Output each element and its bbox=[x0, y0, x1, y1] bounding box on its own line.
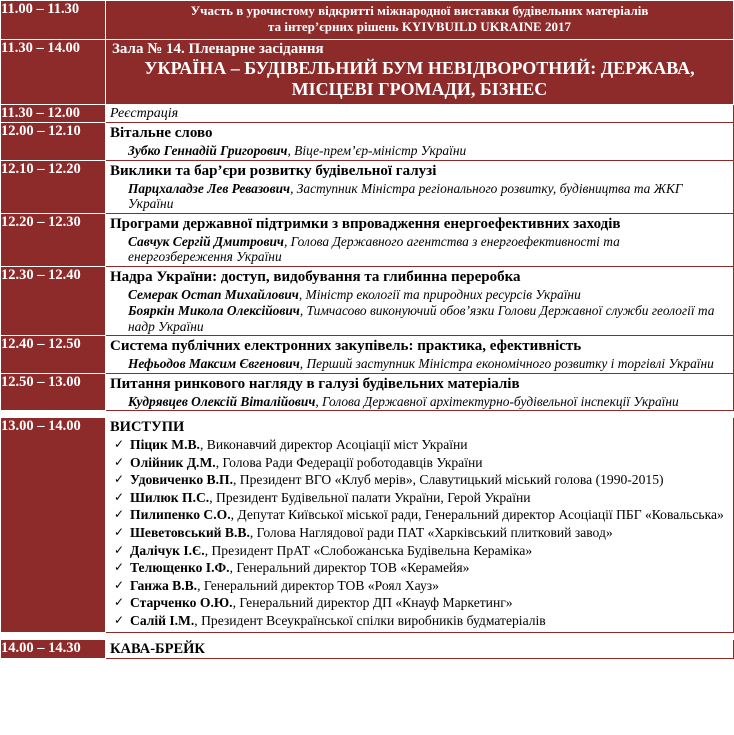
coffee-cell bbox=[106, 639, 734, 658]
speaker-name: Бояркін Микола Олексійович bbox=[128, 303, 300, 318]
speech-item bbox=[114, 577, 729, 595]
speech-name: Телющенко І.Ф. bbox=[130, 560, 230, 576]
opening-line-2: та інтер’єрних рішень KYIVBUILD UKRAINE 2017 bbox=[268, 19, 571, 34]
session-row bbox=[1, 373, 734, 411]
speaker-role: , Голова Державного агентства з енергоефективності та енергозбереження України bbox=[128, 233, 620, 264]
plenary-row bbox=[1, 40, 734, 105]
session-cell bbox=[106, 160, 734, 213]
speaker-line bbox=[106, 181, 733, 213]
speech-item bbox=[114, 559, 729, 577]
speaker-line bbox=[106, 287, 733, 304]
time-cell: 12.30 – 12.40 bbox=[1, 266, 106, 336]
speech-item bbox=[114, 612, 729, 630]
check-icon: ✓ bbox=[114, 454, 125, 469]
time-cell: 11.00 – 11.30 bbox=[1, 1, 106, 40]
registration-cell bbox=[106, 105, 734, 123]
speaker-role: , Заступник Міністра регіонального розвитку, будівництва та ЖКГ України bbox=[128, 180, 683, 211]
check-icon: ✓ bbox=[114, 524, 125, 539]
speaker-role: , Віце-прем’єр-міністр України bbox=[287, 143, 467, 158]
speech-item bbox=[114, 506, 729, 524]
speech-role: , Генеральний директор ТОВ «Роял Хауз» bbox=[197, 577, 439, 593]
plenary-header bbox=[106, 40, 734, 105]
speaker-role: , Тимчасово виконуючий обов’язки Голови Державної служби геології та надр України bbox=[128, 303, 715, 334]
hall-label: Зала № 14. Пленарне засідання bbox=[112, 41, 324, 57]
speaker-name: Семерак Остап Михайлович bbox=[128, 286, 299, 302]
speeches-heading: ВИСТУПИ bbox=[110, 419, 185, 435]
session-topic: Питання ринкового нагляду в галузі будівельних матеріалів bbox=[110, 375, 520, 392]
opening-line-1: Участь в урочистому відкритті міжнародної виставки будівельних матеріалів bbox=[190, 3, 649, 18]
speech-item bbox=[114, 454, 729, 472]
speech-item bbox=[114, 594, 729, 612]
spacer-row bbox=[1, 411, 734, 418]
speech-role: , Депутат Київської міської ради, Генеральний директор Асоціації ПБГ «Ковальська» bbox=[230, 507, 724, 523]
speaker-name: Савчук Сергій Дмитрович bbox=[128, 233, 284, 249]
speech-role: , Голова Ради Федерації роботодавців України bbox=[215, 454, 483, 470]
speeches-list bbox=[106, 436, 733, 632]
session-topic: Програми державної підтримки з впровадження енергоефективних заходів bbox=[110, 215, 621, 232]
session-row bbox=[1, 213, 734, 266]
spacer bbox=[106, 632, 734, 639]
speech-name: Далічук І.Є. bbox=[130, 542, 205, 558]
speaker-line bbox=[106, 234, 733, 266]
speech-item bbox=[114, 436, 729, 454]
session-topic: Виклики та бар’єри розвитку будівельної галузі bbox=[110, 162, 437, 179]
coffee-label: КАВА-БРЕЙК bbox=[110, 640, 205, 657]
check-icon: ✓ bbox=[114, 472, 125, 487]
speech-role: , Президент ВГО «Клуб мерів», Славутицький міський голова (1990-2015) bbox=[233, 472, 664, 488]
spacer bbox=[106, 411, 734, 418]
speech-name: Салій І.М. bbox=[130, 612, 195, 628]
speaker-role: , Міністр екології та природних ресурсів України bbox=[298, 286, 581, 302]
session-topic: Вітальне слово bbox=[110, 125, 213, 141]
speech-item bbox=[114, 489, 729, 507]
speaker-role: , Перший заступник Міністра економічного розвитку і торгівлі України bbox=[299, 356, 714, 371]
speech-role: , Генеральний директор ДП «Кнауф Маркетинг» bbox=[232, 595, 513, 611]
session-row bbox=[1, 160, 734, 213]
check-icon: ✓ bbox=[114, 489, 125, 504]
speech-role: , Президент ПрАТ «Слобожанська Будівельна Кераміка» bbox=[204, 542, 533, 558]
speaker-name: Зубко Геннадій Григорович bbox=[128, 143, 288, 158]
coffee-row bbox=[1, 639, 734, 658]
registration-label: Реєстрація bbox=[110, 106, 179, 121]
speech-name: Удовиченко В.П. bbox=[130, 472, 233, 488]
speech-name: Шеветовський В.В. bbox=[130, 524, 250, 540]
time-cell: 12.00 – 12.10 bbox=[1, 123, 106, 161]
speaker-name: Нефьодов Максим Євгенович bbox=[128, 356, 300, 371]
speaker-name: Кудрявцев Олексій Віталійович bbox=[128, 393, 316, 409]
session-cell bbox=[106, 336, 734, 374]
check-icon: ✓ bbox=[114, 577, 125, 592]
session-topic: Надра України: доступ, видобування та глибинна переробка bbox=[110, 268, 521, 285]
time-cell: 13.00 – 14.00 bbox=[1, 418, 106, 633]
speaker-line bbox=[106, 394, 733, 411]
speech-name: Ганжа В.В. bbox=[130, 577, 198, 593]
speech-role: , Голова Наглядової ради ПАТ «Харківський плитковий завод» bbox=[249, 524, 613, 540]
time-cell: 11.30 – 14.00 bbox=[1, 40, 106, 105]
speaker-name: Парцхаладзе Лев Ревазович bbox=[128, 180, 291, 196]
session-cell bbox=[106, 373, 734, 411]
time-cell: 12.40 – 12.50 bbox=[1, 336, 106, 374]
speaker-line bbox=[106, 356, 733, 373]
time-cell: 12.20 – 12.30 bbox=[1, 213, 106, 266]
session-cell bbox=[106, 123, 734, 161]
time-cell: 12.50 – 13.00 bbox=[1, 373, 106, 411]
session-topic: Система публічних електронних закупівель: практика, ефективність bbox=[110, 338, 582, 354]
check-icon: ✓ bbox=[114, 507, 125, 522]
spacer bbox=[1, 632, 106, 639]
speech-name: Олійник Д.М. bbox=[130, 454, 216, 470]
speech-item bbox=[114, 471, 729, 489]
speech-item bbox=[114, 542, 729, 560]
speech-role: , Президент Будівельної палати України, Герой України bbox=[209, 489, 531, 505]
check-icon: ✓ bbox=[114, 560, 125, 575]
session-row bbox=[1, 266, 734, 336]
speech-role: , Президент Всеукраїнської спілки виробників будматеріалів bbox=[194, 612, 546, 628]
speeches-cell bbox=[106, 418, 734, 633]
spacer bbox=[1, 411, 106, 418]
speech-name: Пилипенко С.О. bbox=[130, 507, 231, 523]
speaker-role: , Голова Державної архітектурно-будівельної інспекції України bbox=[315, 393, 679, 409]
speech-role: , Генеральний директор ТОВ «Керамейя» bbox=[229, 560, 470, 576]
session-cell bbox=[106, 213, 734, 266]
session-row bbox=[1, 336, 734, 374]
speech-name: Старченко О.Ю. bbox=[130, 595, 233, 611]
registration-row bbox=[1, 105, 734, 123]
time-cell: 11.30 – 12.00 bbox=[1, 105, 106, 123]
speaker-line bbox=[106, 303, 733, 335]
speech-role: , Виконавчий директор Асоціації міст України bbox=[199, 437, 468, 452]
opening-row bbox=[1, 1, 734, 40]
speech-item bbox=[114, 524, 729, 542]
time-cell: 14.00 – 14.30 bbox=[1, 639, 106, 658]
speech-name: Шилюк П.С. bbox=[130, 489, 210, 505]
opening-event bbox=[106, 1, 734, 40]
spacer-row bbox=[1, 632, 734, 639]
speaker-line bbox=[106, 143, 733, 160]
speech-name: Піцик М.В. bbox=[130, 437, 200, 452]
check-icon: ✓ bbox=[114, 437, 125, 451]
check-icon: ✓ bbox=[114, 542, 125, 557]
session-row bbox=[1, 123, 734, 161]
check-icon: ✓ bbox=[114, 612, 125, 627]
plenary-title-1: УКРАЇНА – БУДІВЕЛЬНИЙ БУМ НЕВІДВОРОТНИЙ: ДЕРЖАВА, bbox=[144, 58, 695, 78]
speeches-row bbox=[1, 418, 734, 633]
session-cell bbox=[106, 266, 734, 336]
plenary-title-2: МІСЦЕВІ ГРОМАДИ, БІЗНЕС bbox=[291, 79, 548, 99]
time-cell: 12.10 – 12.20 bbox=[1, 160, 106, 213]
check-icon: ✓ bbox=[114, 595, 125, 610]
